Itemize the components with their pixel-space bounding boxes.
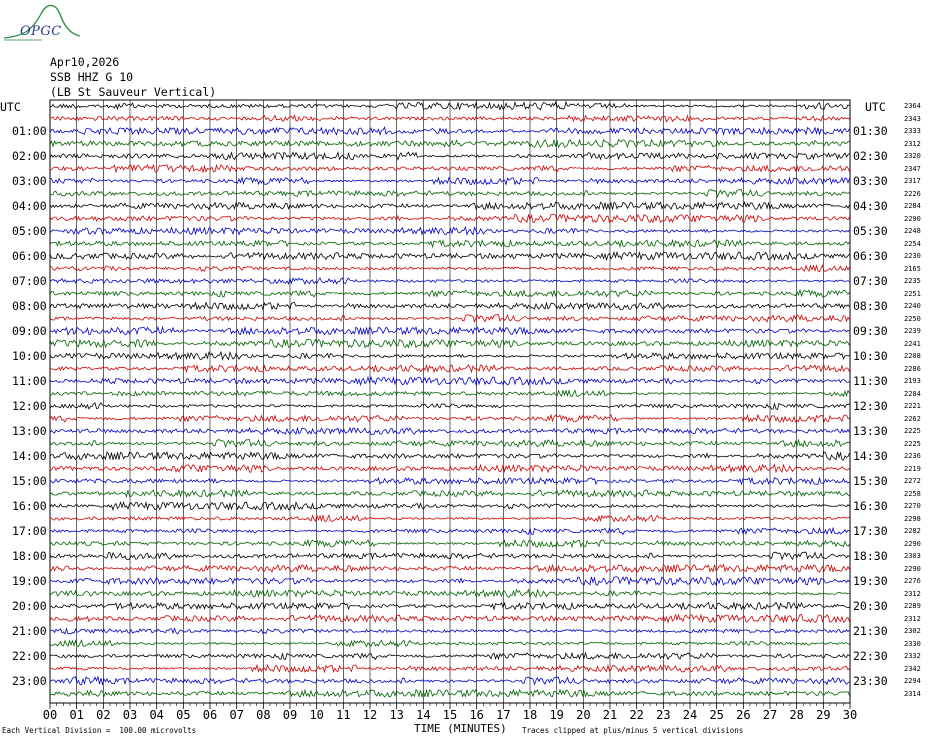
right-hour-label: 04:30 bbox=[853, 199, 888, 213]
x-tick-label: 03 bbox=[122, 708, 138, 722]
left-axis-title: UTC bbox=[0, 100, 21, 114]
right-hour-label: 03:30 bbox=[853, 174, 888, 188]
right-hour-label: 23:30 bbox=[853, 674, 888, 688]
right-hour-label: 21:30 bbox=[853, 624, 888, 638]
trace-value-label: 2320 bbox=[904, 152, 921, 160]
trace-value-label: 2312 bbox=[904, 614, 921, 623]
right-hour-label: 09:30 bbox=[853, 324, 888, 338]
left-hour-label: 15:00 bbox=[12, 474, 47, 488]
x-tick-label: 06 bbox=[202, 708, 218, 722]
left-hour-label: 17:00 bbox=[12, 524, 47, 538]
left-hour-label: 13:00 bbox=[12, 424, 47, 438]
left-hour-label: 23:00 bbox=[12, 674, 47, 688]
trace-value-label: 2314 bbox=[904, 689, 921, 698]
x-tick-label: 00 bbox=[42, 708, 58, 722]
x-tick-label: 27 bbox=[762, 708, 778, 722]
left-hour-label: 02:00 bbox=[12, 149, 47, 163]
x-tick-label: 17 bbox=[496, 708, 511, 722]
right-hour-label: 22:30 bbox=[853, 649, 888, 663]
trace-value-label: 2282 bbox=[904, 527, 921, 535]
trace-value-label: 2289 bbox=[904, 602, 921, 610]
logo-text: OPGC bbox=[20, 24, 62, 39]
right-hour-label: 14:30 bbox=[853, 449, 888, 463]
x-tick-label: 05 bbox=[176, 708, 191, 722]
trace-value-label: 2254 bbox=[904, 239, 921, 248]
trace-value-label: 2239 bbox=[904, 327, 921, 335]
right-hour-label: 11:30 bbox=[853, 374, 888, 388]
x-tick-label: 13 bbox=[389, 708, 404, 722]
trace-value-label: 2225 bbox=[904, 427, 921, 435]
right-hour-label: 16:30 bbox=[853, 499, 888, 513]
trace-value-label: 2364 bbox=[904, 102, 921, 110]
x-tick-label: 23 bbox=[656, 708, 671, 722]
left-hour-label: 09:00 bbox=[12, 324, 47, 338]
x-tick-label: 18 bbox=[522, 708, 538, 722]
trace-value-label: 2193 bbox=[904, 377, 921, 385]
x-tick-label: 08 bbox=[256, 708, 271, 722]
trace-value-label: 2225 bbox=[904, 439, 921, 448]
x-tick-label: 21 bbox=[602, 708, 618, 722]
left-hour-label: 16:00 bbox=[12, 499, 47, 513]
trace-value-label: 2312 bbox=[904, 589, 921, 598]
trace-value-label: 2312 bbox=[904, 139, 921, 148]
station-label: SSB HHZ G 10 bbox=[50, 70, 134, 84]
left-hour-label: 01:00 bbox=[12, 124, 47, 138]
trace-value-label: 2333 bbox=[904, 127, 921, 135]
trace-value-label: 2272 bbox=[904, 477, 921, 485]
trace-value-label: 2208 bbox=[904, 352, 921, 360]
trace-value-label: 2262 bbox=[904, 414, 921, 423]
date-label: Apr10,2026 bbox=[50, 55, 120, 69]
right-hour-label: 05:30 bbox=[853, 224, 888, 238]
left-hour-label: 21:00 bbox=[12, 624, 47, 638]
right-hour-label: 20:30 bbox=[853, 599, 888, 613]
trace-value-label: 2251 bbox=[904, 289, 921, 298]
trace-value-label: 2235 bbox=[904, 277, 921, 285]
trace-value-label: 2226 bbox=[904, 189, 921, 198]
left-hour-label: 11:00 bbox=[12, 374, 47, 388]
trace-value-label: 2284 bbox=[904, 389, 921, 398]
trace-value-label: 2290 bbox=[904, 539, 921, 548]
trace-value-label: 2284 bbox=[904, 202, 921, 210]
trace-value-label: 2236 bbox=[904, 452, 921, 460]
left-hour-label: 14:00 bbox=[12, 449, 47, 463]
trace-value-label: 2250 bbox=[904, 314, 921, 323]
right-hour-label: 08:30 bbox=[853, 299, 888, 313]
trace-value-label: 2270 bbox=[904, 502, 921, 510]
x-tick-label: 14 bbox=[416, 708, 431, 722]
x-tick-label: 22 bbox=[629, 708, 644, 722]
right-hour-label: 01:30 bbox=[853, 124, 888, 138]
x-tick-label: 20 bbox=[576, 708, 591, 722]
x-tick-label: 01 bbox=[69, 708, 84, 722]
trace-value-label: 2290 bbox=[904, 564, 921, 573]
x-tick-label: 10 bbox=[309, 708, 324, 722]
x-tick-label: 24 bbox=[682, 708, 698, 722]
left-hour-label: 03:00 bbox=[12, 174, 47, 188]
trace-value-label: 2330 bbox=[904, 639, 921, 648]
left-hour-label: 08:00 bbox=[12, 299, 47, 313]
trace-value-label: 2276 bbox=[904, 577, 921, 585]
x-tick-label: 16 bbox=[469, 708, 484, 722]
left-hour-label: 10:00 bbox=[12, 349, 47, 363]
trace-value-label: 2290 bbox=[904, 214, 921, 223]
trace-value-label: 2165 bbox=[904, 264, 921, 273]
left-hour-label: 04:00 bbox=[12, 199, 47, 213]
left-hour-label: 12:00 bbox=[12, 399, 47, 413]
trace-value-label: 2258 bbox=[904, 489, 921, 498]
right-hour-label: 19:30 bbox=[853, 574, 888, 588]
trace-value-label: 2347 bbox=[904, 164, 921, 173]
x-tick-label: 15 bbox=[442, 708, 458, 722]
right-hour-label: 02:30 bbox=[853, 149, 888, 163]
clip-note: Traces clipped at plus/minus 5 vertical divisions bbox=[522, 726, 744, 735]
x-tick-label: 29 bbox=[816, 708, 831, 722]
trace-value-label: 2294 bbox=[904, 677, 921, 685]
right-hour-label: 07:30 bbox=[853, 274, 888, 288]
x-tick-label: 02 bbox=[96, 708, 111, 722]
trace-value-label: 2230 bbox=[904, 252, 921, 260]
trace-value-label: 2343 bbox=[904, 114, 921, 123]
x-axis-title: TIME (MINUTES) bbox=[414, 722, 507, 735]
right-hour-label: 12:30 bbox=[853, 399, 888, 413]
left-hour-label: 18:00 bbox=[12, 549, 47, 563]
trace-value-label: 2342 bbox=[904, 664, 921, 673]
trace-value-label: 2219 bbox=[904, 464, 921, 473]
x-tick-label: 11 bbox=[336, 708, 351, 722]
right-axis-title: UTC bbox=[865, 100, 886, 114]
x-tick-label: 26 bbox=[736, 708, 751, 722]
scale-note: Each Vertical Division = 100.00 microvolts bbox=[2, 726, 197, 735]
trace-value-label: 2248 bbox=[904, 227, 921, 235]
left-hour-label: 22:00 bbox=[12, 649, 47, 663]
trace-value-label: 2332 bbox=[904, 652, 921, 660]
x-tick-label: 30 bbox=[842, 708, 858, 722]
left-hour-label: 19:00 bbox=[12, 574, 47, 588]
trace-value-label: 2286 bbox=[904, 364, 921, 373]
x-tick-label: 09 bbox=[282, 708, 298, 722]
left-hour-label: 06:00 bbox=[12, 249, 47, 263]
right-hour-label: 06:30 bbox=[853, 249, 888, 263]
x-tick-label: 25 bbox=[709, 708, 724, 722]
x-tick-label: 12 bbox=[362, 708, 378, 722]
x-tick-label: 28 bbox=[789, 708, 804, 722]
right-hour-label: 18:30 bbox=[853, 549, 888, 563]
x-tick-label: 07 bbox=[229, 708, 244, 722]
trace-value-label: 2298 bbox=[904, 514, 921, 523]
trace-value-label: 2241 bbox=[904, 339, 921, 348]
right-hour-label: 10:30 bbox=[853, 349, 888, 363]
left-hour-label: 05:00 bbox=[12, 224, 47, 238]
trace-value-label: 2302 bbox=[904, 627, 921, 635]
trace-value-label: 2303 bbox=[904, 552, 921, 560]
left-hour-label: 20:00 bbox=[12, 599, 47, 613]
trace-value-label: 2240 bbox=[904, 302, 921, 310]
location-label: (LB St Sauveur Vertical) bbox=[50, 85, 217, 99]
right-hour-label: 17:30 bbox=[853, 524, 888, 538]
right-hour-label: 15:30 bbox=[853, 474, 888, 488]
x-tick-label: 19 bbox=[549, 708, 564, 722]
right-hour-label: 13:30 bbox=[853, 424, 888, 438]
trace-value-label: 2317 bbox=[904, 177, 921, 185]
left-hour-label: 07:00 bbox=[12, 274, 47, 288]
x-tick-label: 04 bbox=[149, 708, 164, 722]
trace-value-label: 2221 bbox=[904, 402, 921, 410]
